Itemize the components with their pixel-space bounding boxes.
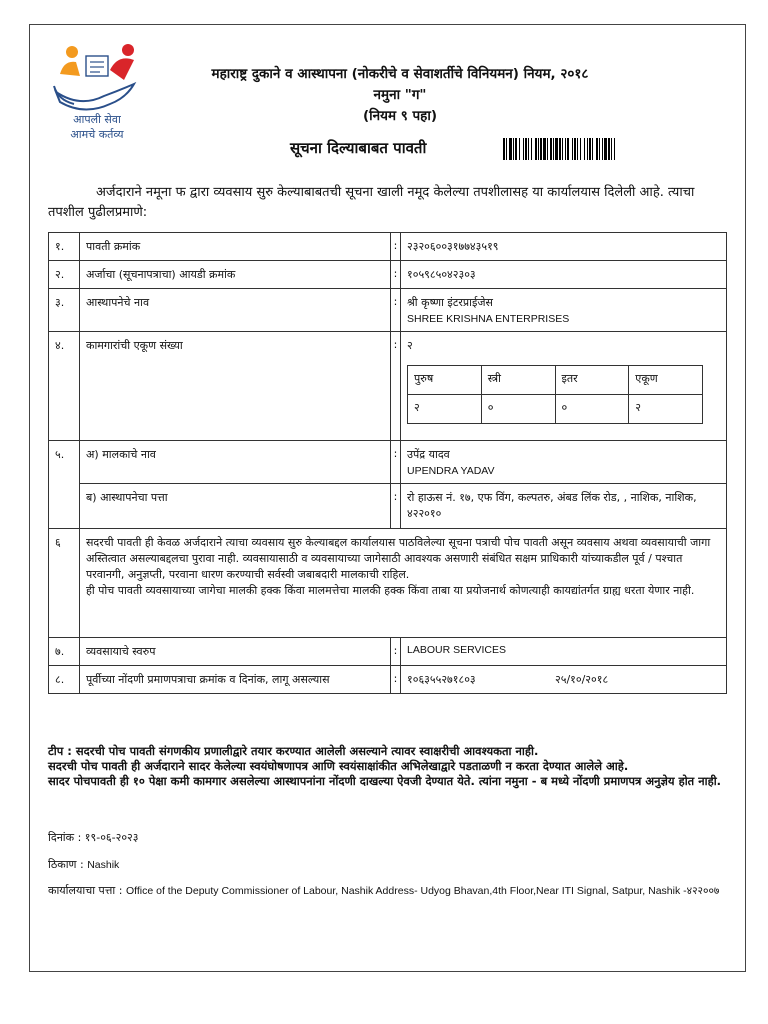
worker-breakdown-values (408, 395, 703, 424)
establishment-name-value (401, 289, 727, 332)
intro-paragraph (48, 183, 728, 223)
row-colon: : (391, 484, 401, 529)
value-other: ० (555, 395, 629, 424)
tip-section (48, 744, 738, 789)
establishment-name-mr: श्री कृष्णा इंटरप्राईजेस (407, 296, 493, 309)
place-line (48, 857, 119, 872)
place-label: ठिकाण : (48, 858, 84, 871)
row-colon: : (391, 638, 401, 666)
row-colon: : (391, 233, 401, 261)
row-label: कामगारांची एकूण संख्या (80, 332, 391, 441)
row-owner-name (49, 441, 727, 484)
row-number: ६ (49, 529, 80, 638)
worker-total: २ (407, 339, 413, 352)
notice-text-2: ही पोच पावती व्यवसायाच्या जागेचा मालकी हक्क किंवा मालमत्तेचा मालकी हक्क किंवा ताबा या प्रयोजनार्थ कोणत्याही कायद्यांतर्गत ग्राह्य धरता येणार नाही. (86, 584, 695, 597)
establishment-address-value: रो हाऊस नं. १७, एफ विंग, कल्पतरु, अंबड लिंक रोड, , नाशिक, नाशिक, ४२२०१० (401, 484, 727, 529)
row-business-nature (49, 638, 727, 666)
row-number: २. (49, 261, 80, 289)
row-colon: : (391, 289, 401, 332)
logo-caption (52, 112, 142, 142)
application-id-value: १०५९८५०४२३०३ (401, 261, 727, 289)
previous-registration-date: २५/१०/२०१८ (555, 673, 609, 686)
row-number: ५. (49, 441, 80, 529)
owner-name-mr: उपेंद्र यादव (407, 448, 450, 461)
row-number: ४. (49, 332, 80, 441)
header-male: पुरुष (408, 366, 482, 395)
office-label: कार्यालयाचा पत्ता : (48, 884, 123, 897)
header-female: स्त्री (481, 366, 555, 395)
notice-text (80, 529, 727, 638)
value-female: ० (481, 395, 555, 424)
worker-count-value (401, 332, 727, 441)
intro-text: अर्जदाराने नमूना फ द्वारा व्यवसाय सुरु केल्याबाबतची सूचना खाली नमूद केलेल्या तपशीलासह या कार्यालयास दिलेली आहे. त्याचा तपशील पुढीलप्रमाणे: (48, 185, 695, 220)
date-label: दिनांक : (48, 831, 82, 844)
row-establishment-name (49, 289, 727, 332)
row-number: ३. (49, 289, 80, 332)
row-label: ब) आस्थापनेचा पत्ता (80, 484, 391, 529)
row-receipt-number (49, 233, 727, 261)
place-value: Nashik (87, 859, 120, 871)
previous-registration-value (401, 666, 727, 694)
row-label: आस्थापनेचे नाव (80, 289, 391, 332)
date-value: १९-०६-२०२३ (84, 831, 139, 844)
value-total: २ (629, 395, 703, 424)
row-colon: : (391, 261, 401, 289)
header-other: इतर (555, 366, 629, 395)
value-male: २ (408, 395, 482, 424)
tip-line-3: सादर पोचपावती ही १० पेक्षा कमी कामगार असलेल्या आस्थापनांना नोंदणी दाखल्या ऐवजी देण्यात येते. त्यांना नमुना - ब मध्ये नोंदणी प्रमाणपत्र अनुज्ञेय होत नाही. (48, 774, 722, 788)
row-colon: : (391, 441, 401, 484)
row-label: अ) मालकाचे नाव (80, 441, 391, 484)
worker-breakdown-table (407, 365, 703, 424)
owner-name-value (401, 441, 727, 484)
owner-name-en: UPENDRA YADAV (407, 465, 495, 477)
notice-text-1: सदरची पावती ही केवळ अर्जदाराने त्याचा व्यवसाय सुरु केल्याबद्दल कार्यालयास पाठविलेल्या सूचना पत्राची पोच पावती असून व्यवसाय अथवा व्यवसायाची जागा अस्तित्वात असल्याबद्दलचा पुरावा नाही. व्यवसायासाठी व व्यवसायाच्या जागेसाठी आवश्यक असणारी संबंधित सक्षम प्राधिकारी यांच्याकडील पूर्व / पश्चात परवानगी, अनुज्ञप्ती, परवाना धारण करण्याची सर्वस्वी जबाबदारी मालकाची राहिल. (86, 536, 711, 581)
row-previous-registration (49, 666, 727, 694)
office-address-line (48, 883, 738, 899)
barcode (503, 138, 729, 160)
details-table (48, 232, 727, 694)
tip-line-2: सदरची पोच पावती ही अर्जदाराने सादर केलेल्या स्वयंघोषणापत्र आणि स्वयंसाक्षांकीत अभिलेखाद्वारे पडताळणी न करता देण्यात आलेले आहे. (48, 759, 629, 773)
business-nature-value: LABOUR SERVICES (401, 638, 727, 666)
date-line (48, 830, 139, 845)
logo-caption-line1: आपली सेवा (73, 113, 121, 126)
row-label: पूर्वीच्या नोंदणी प्रमाणपत्राचा क्रमांक व दिनांक, लागू असल्यास (80, 666, 391, 694)
header-rule: (नियम ९ पहा) (363, 108, 437, 124)
row-number: ८. (49, 666, 80, 694)
row-number: ७. (49, 638, 80, 666)
row-label: अर्जाचा (सूचनापत्राचा) आयडी क्रमांक (80, 261, 391, 289)
office-value: Office of the Deputy Commissioner of Labour, Nashik Address- Udyog Bhavan,4th Floor,Near ITI Signal, Satpur, Nashik -४२२००७ (125, 885, 720, 897)
row-label: व्यवसायाचे स्वरुप (80, 638, 391, 666)
worker-breakdown-header (408, 366, 703, 395)
establishment-name-en: SHREE KRISHNA ENTERPRISES (407, 313, 570, 325)
header-title: महाराष्ट्र दुकाने व आस्थापना (नोकरीचे व सेवाशर्तीचे विनियमन) नियम, २०१८ (211, 66, 589, 82)
logo-caption-line2: आमचे कर्तव्य (70, 128, 124, 141)
row-colon: : (391, 332, 401, 441)
receipt-number-value: २३२०६००३१७७४३५१९ (401, 233, 727, 261)
row-notice (49, 529, 727, 638)
row-number: १. (49, 233, 80, 261)
header-form: नमुना "ग" (373, 87, 427, 103)
row-colon: : (391, 666, 401, 694)
previous-registration-number: १०६३५५२७१८०३ (407, 673, 476, 686)
receipt-title: सूचना दिल्याबाबत पावती (290, 139, 427, 157)
row-establishment-address (49, 484, 727, 529)
tip-line-1: टीप : सदरची पोच पावती संगणकीय प्रणालीद्वारे तयार करण्यात आलेली असल्याने त्यावर स्वाक्षरीची आवश्यकता नाही. (48, 744, 539, 758)
header-total: एकूण (629, 366, 703, 395)
row-label: पावती क्रमांक (80, 233, 391, 261)
row-application-id (49, 261, 727, 289)
row-worker-count (49, 332, 727, 441)
